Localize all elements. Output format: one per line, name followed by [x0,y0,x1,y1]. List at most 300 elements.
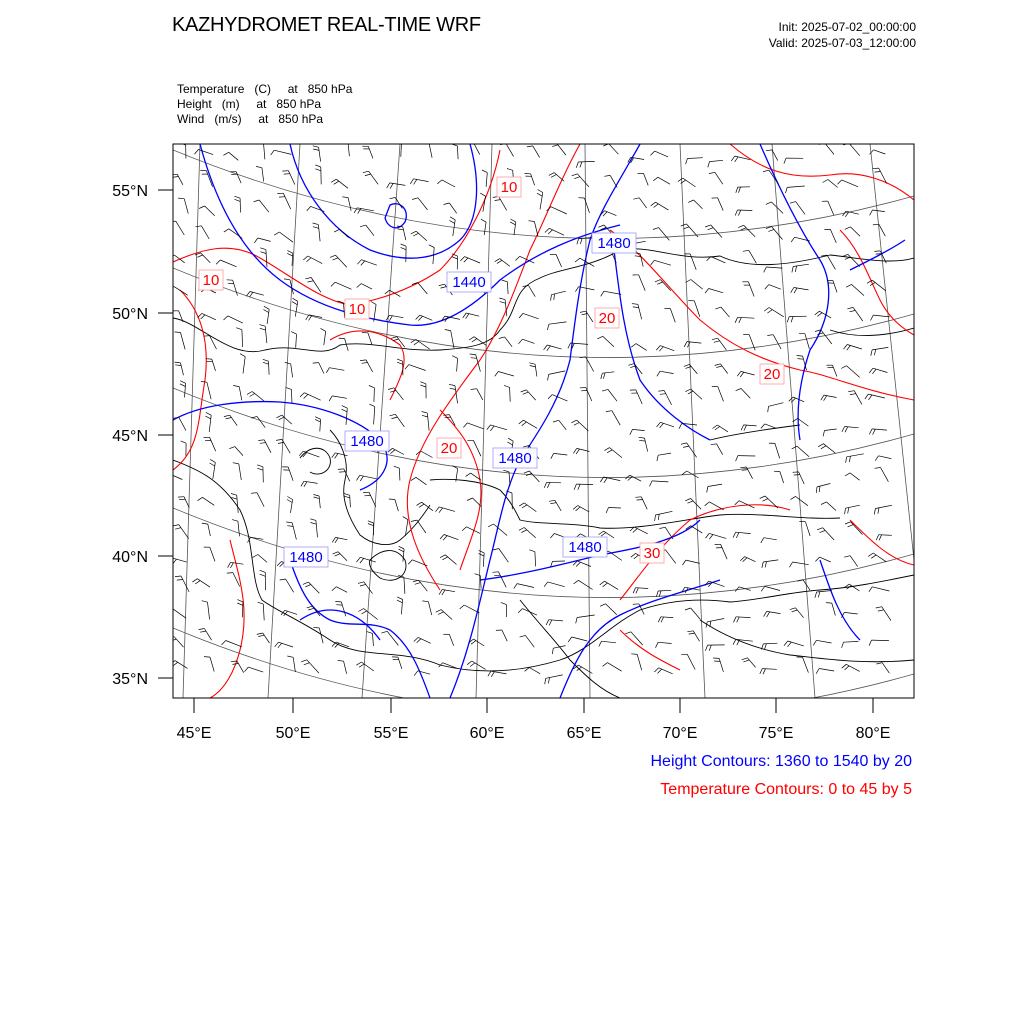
wind-barb-flag [274,232,279,235]
wind-barb [604,291,621,294]
wind-barb [499,549,509,563]
wind-barb-flag [463,423,467,428]
wind-barb [608,389,617,401]
wind-barb-flag [514,584,517,589]
wind-barb [339,229,348,237]
map-canvas [167,137,914,718]
wind-barb [239,464,242,480]
wind-barb-flag [405,365,409,370]
wind-barb [718,198,724,211]
wind-barb-flag [363,171,369,173]
wind-barb-flag [258,635,264,636]
wind-barb [175,661,188,669]
wind-barb-flag [546,620,549,625]
wind-barb-flag [789,397,793,401]
wind-barb-flag [844,345,848,350]
wind-barb-flag [397,597,402,600]
wind-barb [656,511,673,515]
wind-barb-flag [452,356,457,359]
wind-barb [210,547,215,561]
wind-barb-flag [344,493,350,495]
wind-barb [476,355,481,372]
wind-barb-flag [466,314,469,319]
wind-barb [500,259,510,267]
wind-barb [341,602,346,616]
wind-barb-flag [765,562,766,568]
wind-barb [571,343,589,344]
lon-label: 65°E [566,725,602,742]
wind-barb [817,484,830,487]
wind-barb-flag [527,146,533,147]
wind-barb-flag [821,395,824,400]
wind-barb [320,419,321,431]
wind-barb-flag [820,530,826,532]
wind-barb-flag [401,244,407,246]
wind-barb-flag [228,562,231,567]
wind-barb-flag [420,382,426,384]
temperature-label: 20 [440,440,458,457]
wind-barb-flag [768,406,769,412]
wind-barb-flag [576,562,580,566]
temperature-label: 30 [643,545,661,562]
wind-barb-flag [826,603,832,604]
wind-barb-flag [817,313,822,317]
wind-barb-flag [875,456,878,461]
wind-barb-flag [763,170,769,171]
wind-barb [523,420,537,428]
wind-barb [879,456,892,459]
wind-barb-flag [259,325,265,327]
wind-barb-flag [842,664,847,668]
wind-barb [252,392,264,401]
wind-barb [746,467,752,479]
wind-barb-flag [416,315,420,319]
wind-barb-flag [762,562,763,568]
wind-barb-flag [315,165,321,167]
temperature-label: 10 [202,272,220,289]
wind-barb-flag [739,318,742,324]
wind-barb-flag [275,642,279,647]
wind-barb-flag [307,206,311,211]
wind-barb-flag [281,610,285,615]
wind-barb-flag [682,471,687,475]
wind-barb-flag [331,282,335,286]
wind-barb [639,198,647,208]
wind-barb-flag [389,316,392,321]
wind-barb-flag [568,343,571,348]
wind-barb-flag [311,523,317,525]
height-contours [173,144,905,698]
wind-barb [882,663,889,674]
wind-barb-flag [258,440,264,441]
wind-barb [687,158,703,159]
wind-barb-flag [226,418,232,419]
wind-barb-flag [419,504,424,507]
wind-barb-flag [792,267,793,273]
wind-barb [230,415,237,426]
wind-barb [338,552,347,561]
height-label: 1480 [289,549,323,566]
wind-barb [872,640,889,641]
wind-barb-flag [260,443,266,444]
wind-barb [473,498,482,507]
wind-barb-flag [580,238,582,244]
wind-barb-flag [736,456,738,462]
wind-barb-flag [256,166,262,167]
wind-barb [174,637,183,647]
wind-barb [586,388,592,401]
wind-barb-flag [797,356,803,357]
wind-barb [228,316,243,323]
wind-barb [318,225,320,242]
field-temperature: Temperature (C) at 850 hPa [177,82,353,96]
wind-barb-flag [471,358,477,359]
wind-barb [418,198,428,210]
wind-barb [633,429,645,430]
wind-barb [764,538,777,540]
wind-barb-flag [656,346,660,351]
wind-barb-flag [198,497,203,500]
wind-barb-flag [736,187,738,193]
wind-barb [694,200,703,209]
wind-barb [392,448,404,454]
wind-barb-flag [313,149,319,150]
wind-barb [631,632,643,645]
wind-barb-flag [237,600,243,602]
wind-barb [691,526,703,533]
wind-barb-flag [767,612,770,617]
wind-barb [708,484,722,486]
wind-barb [748,282,754,297]
wind-barb [720,364,727,374]
wind-barb-flag [422,601,428,602]
wind-barb-flag [538,190,543,193]
wind-barb [263,604,264,620]
wind-barb-flag [442,557,447,560]
wind-barb-flag [633,307,639,308]
wind-barb-flag [334,229,339,232]
wind-barb-flag [260,248,266,250]
wind-barb-flag [544,482,546,488]
wind-barb-flag [510,222,515,225]
wind-barb-flag [660,423,664,428]
wind-barb-flag [257,633,263,634]
wind-barb-flag [360,225,366,227]
wind-barb-flag [249,292,253,297]
wind-barb-flag [741,425,744,431]
wind-barb-flag [471,641,476,645]
wind-barb-flag [344,496,350,498]
wind-barb-flag [876,254,882,255]
wind-barb [464,605,479,613]
wind-barb-flag [180,384,185,387]
wind-barb [666,550,676,564]
wind-barb [830,229,836,243]
wind-barb-flag [633,604,639,605]
wind-barb-flag [168,609,173,612]
height-label: 1480 [498,450,532,467]
wind-barb [658,453,671,455]
lat-label: 45°N [112,428,148,445]
wind-barb-flag [360,558,364,563]
wind-barb [873,553,886,562]
wind-barb [361,662,373,671]
temperature-label: 20 [763,366,781,383]
wind-barb-flag [301,481,304,486]
wind-barb-flag [602,389,608,391]
wind-barb [477,389,483,400]
wind-barb-flag [552,648,553,654]
wind-barb [853,307,863,321]
wind-barb [212,359,216,371]
wind-barb [805,334,810,349]
wind-barb-flag [387,183,390,188]
wind-barb-flag [824,396,827,401]
wind-barb-flag [470,354,476,355]
wind-barb-flag [523,392,529,394]
wind-barb-flag [761,586,765,591]
wind-barb-flag [815,592,817,598]
wind-barb [499,572,507,588]
wind-barb-flag [306,315,309,320]
wind-barb-flag [309,315,312,320]
wind-barb-flag [631,553,636,557]
wind-barb-flag [408,560,412,564]
wind-barb-flag [574,580,579,584]
wind-barb-flag [842,642,844,648]
wind-barb-flag [518,609,522,613]
wind-barb-flag [206,412,211,415]
wind-barb-flag [264,306,269,309]
wind-barb [747,658,755,668]
wind-barb-flag [734,617,737,623]
wind-barb-flag [879,535,882,541]
wind-barb-flag [659,591,661,597]
wind-barb [796,608,804,618]
wind-barb-flag [390,183,393,188]
wind-barb [185,383,186,397]
wind-barb-flag [257,468,263,470]
wind-barb-flag [845,508,846,514]
wind-barb [577,420,589,431]
wind-barb-flag [519,528,524,531]
wind-barb [578,161,594,162]
wind-barb-flag [639,440,645,441]
wind-barb-flag [817,333,823,335]
wind-barb-flag [850,394,856,395]
wind-barb-flag [232,520,238,522]
wind-barb-flag [684,364,690,366]
wind-barb [269,361,270,375]
wind-barb-flag [763,669,766,675]
wind-barb [445,555,456,565]
lon-label: 45°E [176,725,212,742]
wind-barb [736,617,751,618]
wind-barb-flag [332,587,337,591]
wind-barb [181,333,186,350]
wind-barb [368,146,373,158]
wind-barb-flag [210,463,215,466]
wind-barb-flag [799,333,805,334]
wind-barb-flag [271,150,274,155]
wind-barb [416,477,427,485]
wind-barb [233,280,238,296]
wind-barb-flag [688,391,693,394]
wind-barb [507,282,508,294]
wind-barb-flag [482,170,487,173]
wind-barb-flag [765,644,767,650]
wind-barb-flag [847,307,853,308]
wind-barb-flag [342,137,348,139]
wind-barb-flag [449,384,455,385]
wind-barb [177,174,183,185]
wind-barb [531,174,535,185]
wind-barb-flag [731,156,734,161]
wind-barb-flag [846,457,847,463]
wind-barb [369,492,376,507]
wind-barb-flag [398,229,404,230]
temperature-label: 10 [348,301,366,318]
wind-barb [210,657,214,671]
wind-barb [763,643,777,644]
wind-barb-flag [654,204,659,208]
wind-barb-flag [450,388,456,389]
wind-barb [184,497,189,508]
wind-barb-flag [356,662,361,665]
wind-barb-flag [313,146,319,148]
wind-barb-flag [175,365,181,366]
wind-barb-flag [603,373,605,379]
wind-barb [184,199,188,214]
wind-barbs [167,137,892,684]
wind-barb-flag [167,475,171,479]
wind-barb-flag [876,607,882,608]
wind-barb-flag [634,555,639,559]
wind-barb [288,467,293,481]
wind-barb-flag [841,366,846,369]
lat-label: 50°N [112,306,148,323]
wind-barb [548,582,565,587]
wind-barb-flag [397,359,403,361]
wind-barb [717,425,728,432]
wind-barb-flag [816,669,819,674]
wind-barb-flag [764,267,767,272]
wind-barb-flag [521,390,527,392]
wind-barb [309,582,320,593]
wind-barb-flag [537,193,542,196]
wind-barb-flag [250,394,255,397]
wind-barb-flag [606,508,608,514]
wind-barb [266,250,267,268]
wind-barb-flag [307,606,313,608]
wind-barb [262,168,264,182]
wind-barb [828,180,838,188]
wind-barb [398,657,402,669]
wind-barb [850,227,860,236]
wind-barb-flag [763,499,769,502]
wind-barb [691,389,702,399]
wind-barb [690,254,696,270]
wind-barb-flag [601,373,603,379]
wind-barb-flag [276,439,282,440]
wind-barb [208,524,211,536]
wind-barb-flag [422,415,428,417]
wind-barb-flag [443,536,447,541]
wind-barb [311,206,325,211]
wind-barb-flag [490,426,494,431]
wind-barb [833,281,837,293]
wind-barb [655,151,669,157]
wind-barb [524,503,536,512]
wind-barb-flag [790,496,795,499]
wind-barb [286,579,294,592]
wind-barb [292,523,296,540]
wind-barb-flag [845,522,851,524]
wind-barb-flag [685,389,690,392]
wind-barb [473,440,481,456]
wind-barb [578,506,590,513]
wind-barb-flag [488,671,491,676]
wind-barb-flag [286,387,292,389]
wind-barb-flag [277,562,281,566]
wind-barb-flag [873,429,876,434]
wind-barb-flag [279,417,284,420]
wind-barb [846,664,860,671]
wind-barb-flag [326,368,329,373]
wind-barb [693,631,699,641]
wind-barb [645,438,648,452]
wind-barb-flag [361,261,365,266]
wind-barb [796,202,805,215]
wind-barb-flag [403,517,408,520]
wind-barb [480,576,481,589]
wind-barb-flag [439,284,445,285]
wind-barb-flag [389,499,395,500]
wind-barb-flag [493,549,499,551]
wind-barb-flag [869,395,872,400]
wind-barb-flag [737,371,741,376]
wind-barb-flag [742,658,748,660]
wind-barb-flag [414,342,419,345]
wind-barb-flag [519,503,524,506]
wind-barb-flag [786,187,788,193]
wind-barb-flag [437,180,442,184]
wind-barb-flag [764,308,769,312]
wind-barb-flag [544,582,548,587]
wind-barb [833,365,837,376]
wind-barb-flag [315,419,320,422]
wind-barb [361,284,372,290]
wind-barb [308,256,322,264]
wind-barb-flag [551,295,552,301]
wind-barb-flag [544,345,548,350]
wind-barb [368,333,372,345]
wind-barb [319,496,320,508]
wind-barb-flag [173,662,178,666]
wind-barb-flag [175,528,181,530]
wind-barb-flag [818,444,823,447]
wind-barb-flag [305,278,311,279]
wind-barb-flag [871,315,874,320]
lon-label: 60°E [469,725,505,742]
wind-barb-flag [469,337,474,340]
wind-barb-flag [452,257,458,259]
wind-barb-flag [819,486,820,492]
wind-barb-flag [681,654,687,655]
wind-barb-flag [246,292,250,297]
wind-barb [670,309,675,323]
wind-barb-flag [705,289,709,294]
